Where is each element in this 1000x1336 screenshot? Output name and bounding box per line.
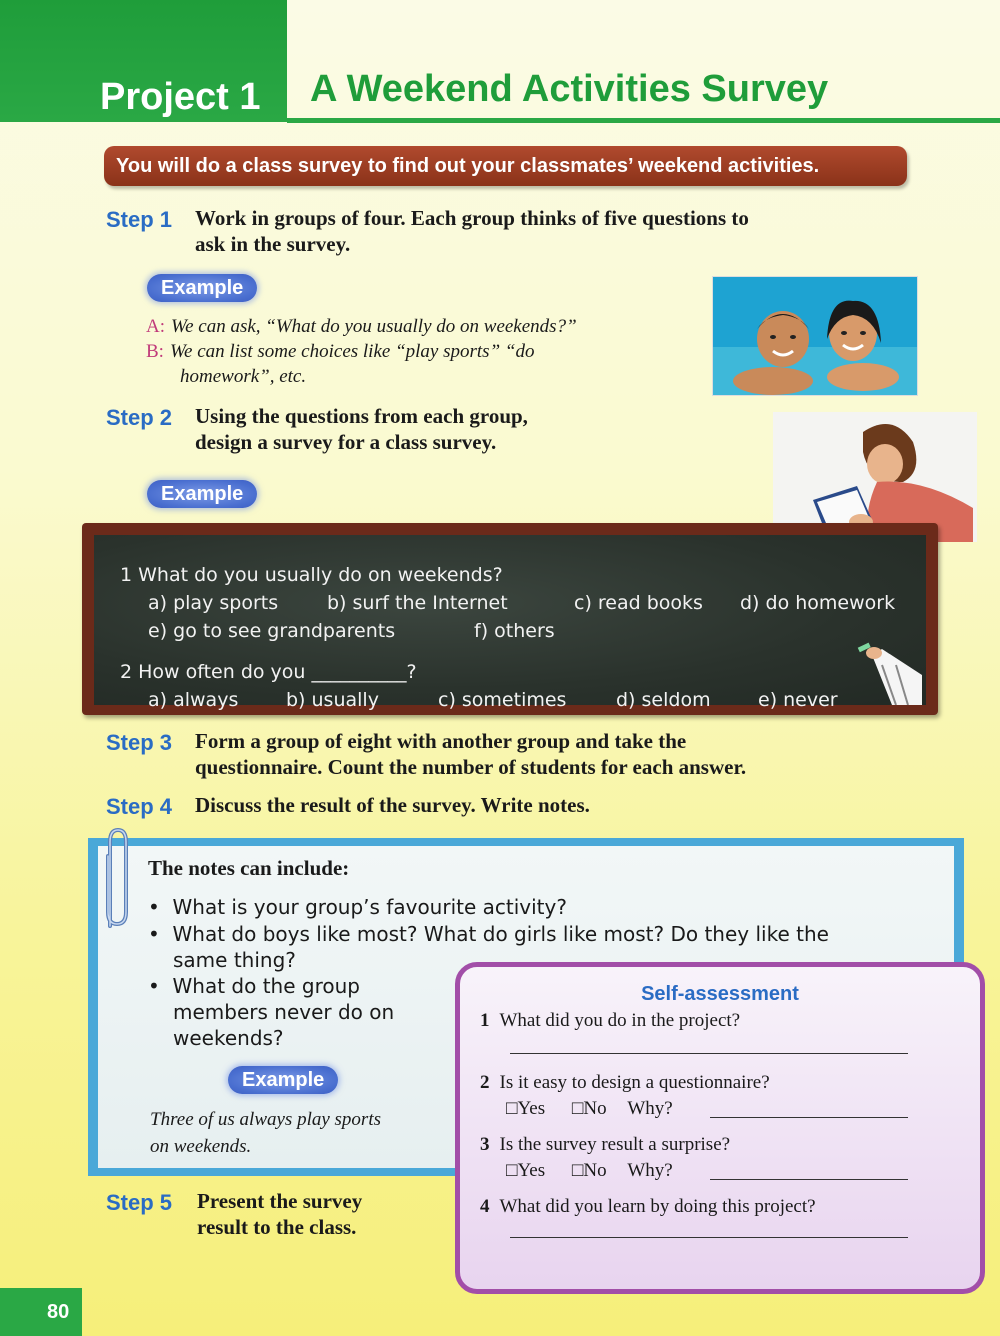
dialog-line-b	[146, 339, 577, 364]
bullet-text: What is your group’s favourite activity?	[172, 895, 567, 919]
chalk-option: c) sometimes	[438, 689, 567, 711]
sa-options-2	[506, 1097, 673, 1121]
example-badge: Example	[147, 480, 257, 508]
chalk-question-2: 2 How often do you __________?	[120, 661, 417, 683]
dialog-line-a	[146, 314, 577, 339]
no-label: No	[583, 1160, 607, 1181]
bullet-icon: •	[148, 895, 173, 919]
paperclip-icon	[100, 826, 134, 938]
sa-text: What did you do in the project?	[499, 1010, 741, 1031]
example-dialog	[146, 314, 577, 389]
chalk-option: d) seldom	[616, 689, 711, 711]
step-4-text: Discuss the result of the survey. Write notes.	[195, 793, 590, 817]
step-5-line: Present the survey	[197, 1189, 363, 1213]
swimming-illustration	[713, 277, 918, 396]
step-1-label: Step 1	[106, 207, 173, 232]
sa-question-4	[480, 1195, 816, 1219]
notes-example-line: on weekends.	[150, 1136, 252, 1157]
chalk-option: b) usually	[286, 689, 379, 711]
sa-text: Is it easy to design a questionnaire?	[499, 1072, 770, 1093]
notes-heading: The notes can include:	[148, 856, 350, 880]
chalk-question-1: 1 What do you usually do on weekends?	[120, 564, 503, 586]
step-1-line: ask in the survey.	[195, 232, 351, 256]
why-label: Why?	[627, 1160, 673, 1181]
step-2-line: Using the questions from each group,	[195, 404, 528, 428]
notes-bullet-3	[148, 973, 394, 1051]
step-2-line: design a survey for a class survey.	[195, 430, 497, 454]
sa-number: 2	[480, 1072, 490, 1093]
chalk-hand-icon	[852, 635, 922, 705]
example-badge: Example	[147, 274, 257, 302]
step-2-text	[195, 403, 528, 455]
step-3-line: Form a group of eight with another group and take the	[195, 729, 687, 753]
chalk-option: e) go to see grandparents	[148, 620, 396, 642]
notes-example	[150, 1106, 381, 1160]
bullet-text: What do the group	[172, 974, 360, 998]
self-assessment-title: Self-assessment	[641, 983, 799, 1005]
answer-line[interactable]	[710, 1179, 908, 1180]
page-title: A Weekend Activities Survey	[310, 68, 829, 110]
why-label: Why?	[627, 1098, 673, 1119]
step-4-label: Step 4	[106, 794, 173, 819]
notes-bullet-1	[148, 894, 567, 920]
bullet-text: What do boys like most? What do girls like most? Do they like the	[172, 922, 829, 946]
intro-banner: You will do a class survey to find out your classmates’ weekend activities.	[104, 146, 907, 186]
sa-text: What did you learn by doing this project?	[499, 1196, 816, 1217]
answer-line[interactable]	[510, 1237, 908, 1238]
sa-text: Is the survey result a surprise?	[499, 1134, 731, 1155]
dialog-b-text: We can list some choices like “play sports” “do	[169, 341, 535, 362]
photo-children-swimming	[712, 276, 918, 396]
chalkboard-questionnaire	[82, 523, 938, 715]
checkbox-icon[interactable]: □	[506, 1098, 518, 1119]
notes-example-line: Three of us always play sports	[150, 1109, 381, 1130]
answer-line[interactable]	[710, 1117, 908, 1118]
yes-label: Yes	[517, 1160, 546, 1181]
bullet-icon: •	[148, 922, 173, 946]
example-badge: Example	[228, 1066, 338, 1094]
no-label: No	[583, 1098, 607, 1119]
chalk-option: c) read books	[574, 592, 703, 614]
step-1-line: Work in groups of four. Each group thinks of five questions to	[195, 206, 749, 230]
yes-label: Yes	[517, 1098, 546, 1119]
dialog-a-text: We can ask, “What do you usually do on weekends?”	[171, 316, 577, 337]
step-5-text	[197, 1188, 362, 1240]
chalk-option: f) others	[474, 620, 555, 642]
chalk-option: a) play sports	[148, 592, 279, 614]
checkbox-icon[interactable]: □	[571, 1098, 584, 1119]
step-3-label: Step 3	[106, 730, 173, 755]
checkbox-icon[interactable]: □	[571, 1160, 584, 1181]
step-2-label: Step 2	[106, 405, 173, 430]
sa-options-3	[506, 1159, 673, 1183]
sa-number: 1	[480, 1010, 490, 1031]
sa-number: 3	[480, 1134, 490, 1155]
answer-line[interactable]	[510, 1053, 908, 1054]
sa-question-3	[480, 1133, 730, 1157]
speaker-b: B:	[146, 341, 164, 362]
sa-number: 4	[480, 1196, 490, 1217]
checkbox-icon[interactable]: □	[506, 1160, 518, 1181]
chalk-option: e) never	[758, 689, 838, 711]
speaker-a: A:	[146, 316, 165, 337]
step-3-line: questionnaire. Count the number of students for each answer.	[195, 755, 747, 779]
chalk-option: b) surf the Internet	[327, 592, 508, 614]
bullet-text: weekends?	[173, 1026, 284, 1050]
step-3-text	[195, 728, 746, 780]
page-number: 80	[0, 1288, 82, 1336]
dialog-b-continuation: homework”, etc.	[180, 366, 307, 387]
chalkboard-surface	[94, 535, 926, 711]
chalk-option: d) do homework	[740, 592, 896, 614]
self-assessment-box	[455, 962, 985, 1294]
sa-question-2	[480, 1071, 770, 1095]
bullet-icon: •	[148, 974, 173, 998]
chalk-option: a) always	[148, 689, 239, 711]
step-1-text	[195, 205, 749, 257]
sa-question-1	[480, 1009, 740, 1033]
project-label: Project 1	[100, 76, 261, 118]
bullet-text: same thing?	[173, 948, 296, 972]
step-5-label: Step 5	[106, 1190, 173, 1215]
header-rule	[287, 118, 1000, 123]
bullet-text: members never do on	[173, 1000, 395, 1024]
step-5-line: result to the class.	[197, 1215, 357, 1239]
